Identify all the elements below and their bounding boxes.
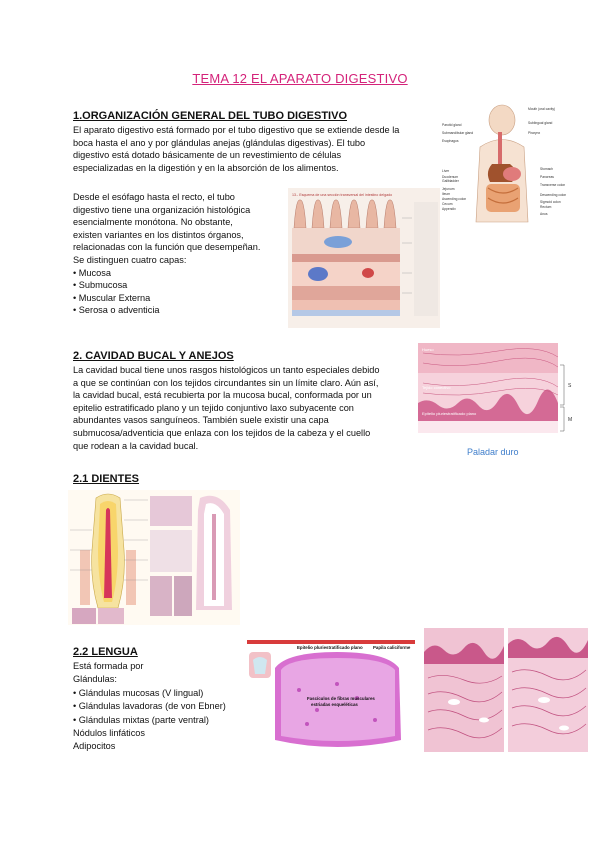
label-mouth: Mouth (oral cavity) xyxy=(528,107,556,111)
label-sublingual: Sublingual gland xyxy=(528,121,553,125)
label-transverse-colon: Transverse colon xyxy=(540,183,566,187)
label-liver: Liver xyxy=(442,169,450,173)
label-submandibular: Submandibular gland xyxy=(442,131,474,135)
diagram-title: 13.- Esquema de una sección transversal del intestino delgado xyxy=(292,193,393,197)
label-pancreas: Pancreas xyxy=(540,175,554,179)
section-1-paragraph-2: Desde el esófago hasta el recto, el tubo digestivo tiene una organización histológica esencialmente monótona. No obstante, existen variantes en los distintos órganos, relacionadas con la función que desempeñan. Se distinguen cuatro capas: • Mucosa • Submucosa • Muscular Externa • Serosa o adventicia xyxy=(73,192,261,316)
label-fasciculos-2: estriadas esqueléticas xyxy=(311,702,358,707)
label-m: M xyxy=(568,417,573,423)
intestine-cross-section-figure xyxy=(288,188,440,328)
label-anus: Anus xyxy=(540,212,548,216)
label-duodenum: Duodenum xyxy=(442,175,459,179)
label-gallbladder: Gallbladder xyxy=(442,179,459,183)
label-rectum: Rectum xyxy=(540,205,552,209)
label-ileum: Ileum xyxy=(442,192,451,196)
hard-palate-histology-figure xyxy=(418,343,578,446)
label-parotid: Parotid gland xyxy=(442,123,462,127)
label-esophagus: Esophagus xyxy=(442,139,459,143)
section-2-2-heading: 2.2 LENGUA xyxy=(73,646,138,658)
section-2-1-heading: 2.1 DIENTES xyxy=(73,473,140,485)
label-ascending-colon: Ascending colon xyxy=(442,197,467,201)
tongue-papilla-figure xyxy=(247,640,415,754)
section-2-paragraph: La cavidad bucal tiene unos rasgos histológicos un tanto especiales debido a que se continúan con los tejidos circundantes sin un límite claro. Aún así, la cavidad bucal, está recubierta por la mucosa bucal, conformada por un epitelio estratificado plano y un tejido conjuntivo laxo subyacente con abundantes vasos sanguíneos. También suele existir una capa submucosa/adventicia que enlaza con los tejidos de la cabeza y el cuello que rodean a la cavidad bucal. xyxy=(73,365,380,451)
label-tejido-conectivo: Tejido conectivo xyxy=(422,385,451,390)
hard-palate-caption: Paladar duro xyxy=(467,447,519,457)
section-1-heading: 1.ORGANIZACIÓN GENERAL DEL TUBO DIGESTIVO xyxy=(73,110,348,122)
label-s: S xyxy=(568,383,572,389)
label-appendix: Appendix xyxy=(442,207,456,211)
label-epitelio: Epitelio pluriestratificado plano xyxy=(422,411,477,416)
label-hueso: Hueso xyxy=(422,347,434,352)
tooth-diagram-figure xyxy=(68,490,240,625)
label-descending-colon: Descending colon xyxy=(540,193,567,197)
tongue-histology-figure xyxy=(424,628,588,752)
label-jejunum: Jejunum xyxy=(442,187,455,191)
label-sigmoid: Sigmoid colon xyxy=(540,200,561,204)
label-papila: Papila caliciforme xyxy=(373,645,411,650)
label-fasciculos-1: Fascículos de fibras musculares xyxy=(307,696,375,701)
label-cecum: Cecum xyxy=(442,202,453,206)
label-epitelio-lengua: Epitelio pluriestratificado plano xyxy=(297,645,363,650)
section-2-2-list: Está formada por Glándulas: • Glándulas mucosas (V lingual) • Glándulas lavadoras (de von Ebner) • Glándulas mixtas (parte ventral) Nódulos linfáticos Adipocitos xyxy=(73,661,226,752)
section-1-paragraph-1: El aparato digestivo está formado por el tubo digestivo que se extiende desde la boca hasta el ano y por glándulas anejas (glándulas digestivas). El tubo digestivo está dotado básicamente de un revestimiento de células especializadas en la digestión y en la absorción de los alimentos. xyxy=(73,125,400,173)
label-pharynx: Pharynx xyxy=(528,131,541,135)
label-stomach: Stomach xyxy=(540,167,554,171)
digestive-system-figure xyxy=(440,102,580,230)
page-title: TEMA 12 EL APARATO DIGESTIVO xyxy=(192,71,408,86)
section-2-heading: 2. CAVIDAD BUCAL Y ANEJOS xyxy=(73,350,234,362)
